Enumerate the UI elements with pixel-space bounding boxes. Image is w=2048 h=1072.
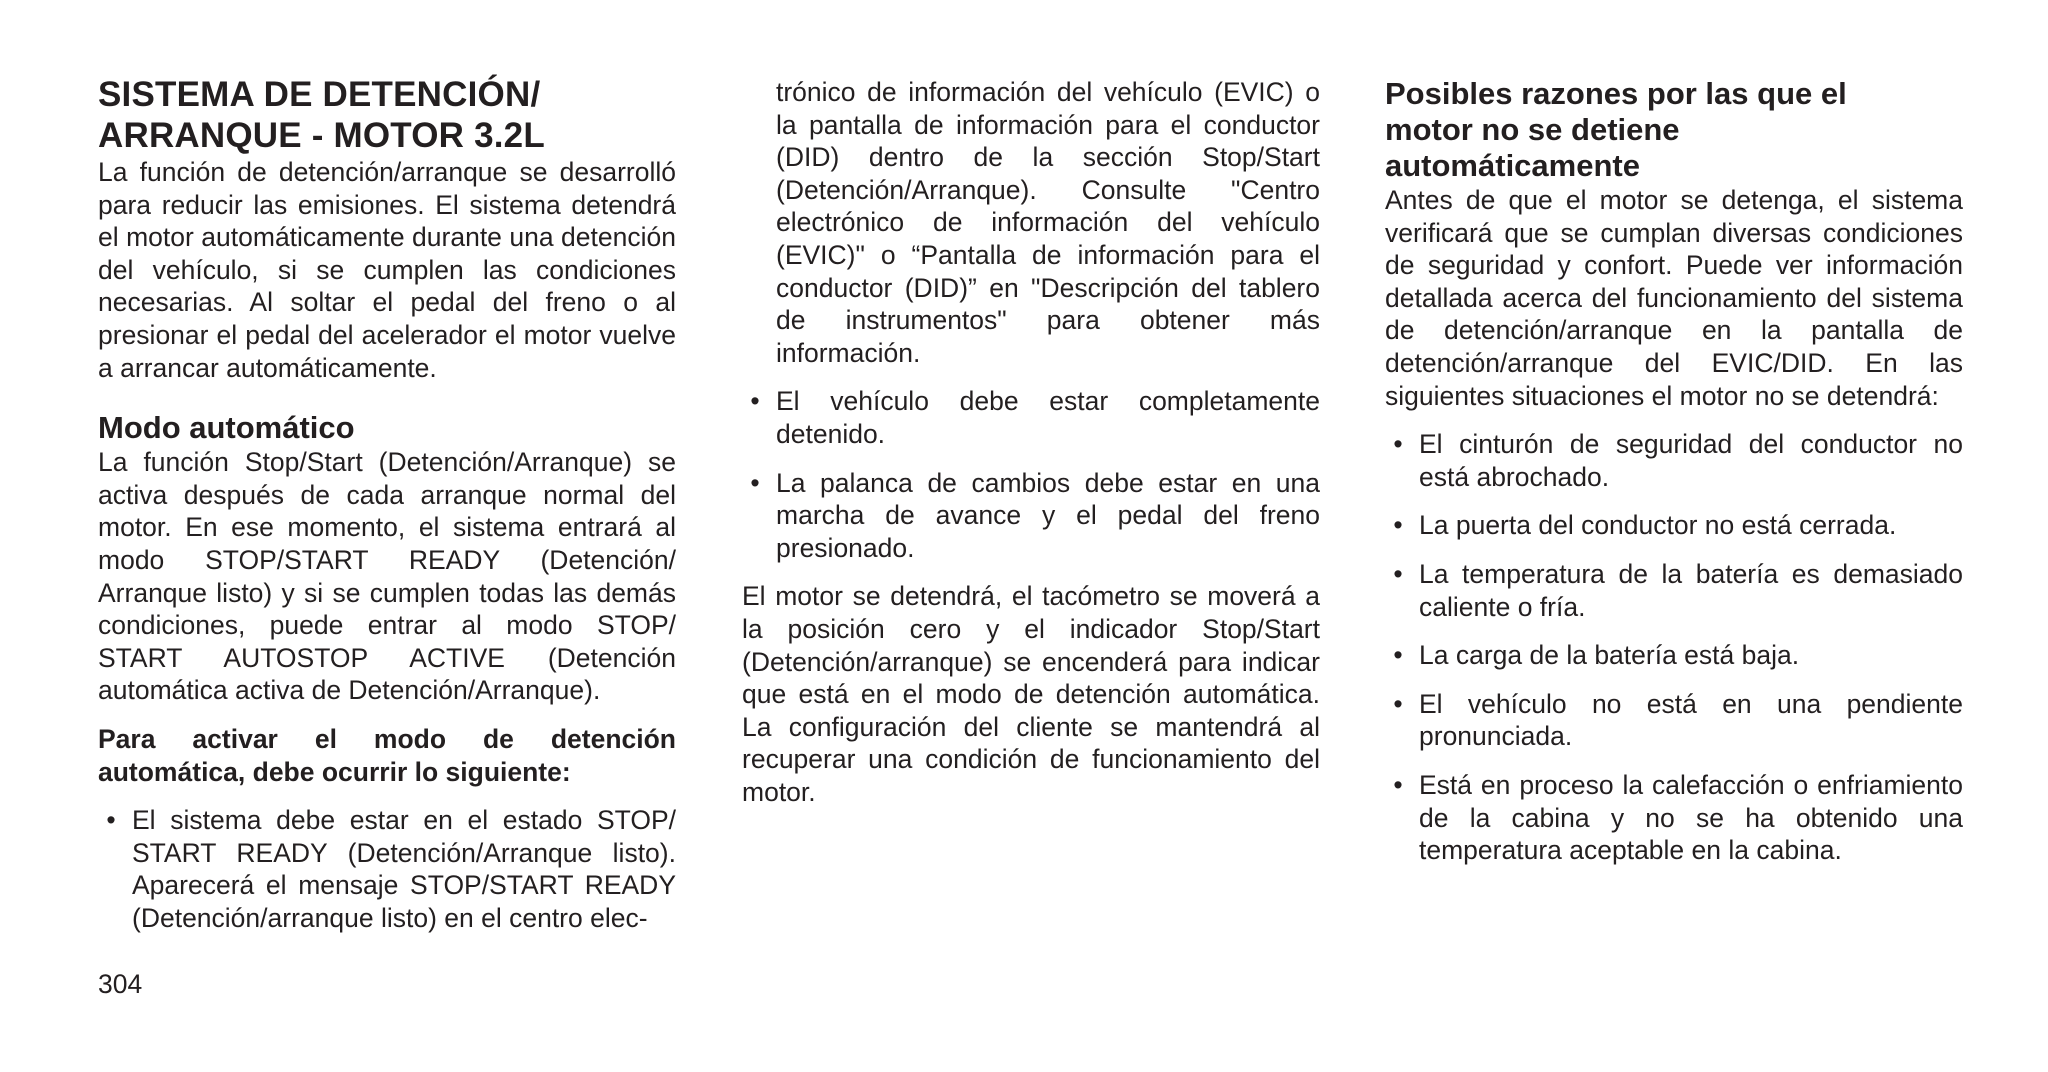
list-item-text: El vehículo debe estar completamente detenido.: [776, 386, 1320, 449]
column-right: [1385, 76, 1963, 867]
bullet-icon: •: [750, 467, 760, 498]
column-middle: [742, 76, 1320, 808]
bullet-icon: •: [1393, 429, 1403, 460]
title-line-1: SISTEMA DE DETENCIÓN/: [98, 75, 541, 114]
intro-paragraph: La función de detención/arranque se desarrolló para reducir las emisiones. El sistema detendrá el motor automáticamente durante una detención del vehículo, si se cumplen las condiciones necesarias. Al soltar el pedal del freno o al presionar el pedal del acelerador el motor vuelve a arrancar automáticamente.: [98, 157, 676, 383]
page-number: 304: [98, 969, 143, 999]
heading-line-1: Posibles razones por las que el: [1385, 76, 1847, 111]
list-item-text: La palanca de cambios debe estar en una marcha de avance y el pedal del freno presionado.: [776, 467, 1320, 563]
title-line-2: ARRANQUE - MOTOR 3.2L: [98, 116, 545, 155]
reasons-paragraph: Antes de que el motor se detenga, el sistema verificará que se cumplan diversas condiciones de seguridad y confort. Puede ver información detallada acerca del funcionamiento del sistema de detención/arranque en la pantalla de detención/arranque del EVIC/DID. En las siguientes situaciones el motor no se detendrá:: [1385, 185, 1963, 411]
list-item-text: Está en proceso la calefacción o enfriamiento de la cabina y no se ha obtenido una temperatura aceptable en la cabina.: [1419, 769, 1963, 866]
activation-list-continued: [742, 385, 1320, 564]
engine-stop-paragraph: El motor se detendrá, el tacómetro se moverá a la posición cero y el indicador Stop/Start (Detención/arranque) se encenderá para indicar que está en el modo de detención automática. La configuración del cliente se mantendrá al recuperar una condición de funcionamiento del motor.: [742, 581, 1320, 807]
bullet-icon: •: [1393, 769, 1403, 800]
automatic-mode-paragraph: La función Stop/Start (Detención/Arranque) se activa después de cada arranque normal del motor. En ese momento, el sistema entrará al modo STOP/START READY (Detención/ Arranque listo) y si se cumplen todas las demás condiciones, puede entrar al modo STOP/ START AUTOSTOP ACTIVE (Detención automática activa de Detención/Arranque).: [98, 447, 676, 706]
page-title: [98, 74, 676, 156]
list-item: [1385, 428, 1963, 493]
list-item-text: El vehículo no está en una pendiente pronunciada.: [1419, 688, 1963, 752]
list-item-text: El cinturón de seguridad del conductor no está abrochado.: [1419, 429, 1963, 492]
list-item: [98, 804, 676, 934]
heading-line-2: motor no se detiene: [1385, 112, 1680, 147]
list-item: [1385, 509, 1963, 542]
list-item-text: El sistema debe estar en el estado STOP/ START READY (Detención/Arranque listo). Aparecerá el mensaje STOP/START READY (Detención/arranque listo) en el centro elec-: [132, 805, 676, 933]
reasons-list: [1385, 428, 1963, 867]
section-heading-reasons: [1385, 76, 1963, 184]
bullet-icon: •: [1393, 558, 1403, 589]
section-heading-automatic-mode: Modo automático: [98, 410, 355, 446]
list-item-text: La carga de la batería está baja.: [1419, 640, 1800, 671]
column-left: [98, 74, 676, 934]
bullet-icon: •: [1393, 640, 1403, 671]
bullet-icon: •: [750, 386, 760, 417]
bullet-icon: •: [1393, 510, 1403, 541]
list-item-text: La puerta del conductor no está cerrada.: [1419, 510, 1897, 541]
list-item: [1385, 639, 1963, 672]
list-item: [1385, 769, 1963, 867]
list-item: [742, 385, 1320, 450]
heading-line-3: automáticamente: [1385, 148, 1640, 183]
activation-lead: Para activar el modo de detención automática, debe ocurrir lo siguiente:: [98, 723, 676, 787]
bullet-continuation: trónico de información del vehículo (EVIC) o la pantalla de información para el conductor (DID) dentro de la sección Stop/Start (Detención/Arranque). Consulte "Centro electrónico de información del vehículo (EVIC)" o “Pantalla de información para el conductor (DID)” en "Descripción del tablero de instrumentos" para obtener más información.: [776, 77, 1320, 368]
bullet-icon: •: [1393, 688, 1403, 719]
bullet-icon: •: [106, 805, 116, 836]
list-item: [742, 467, 1320, 565]
list-item: [1385, 558, 1963, 623]
list-item-text: La temperatura de la batería es demasiado caliente o fría.: [1419, 558, 1963, 622]
list-item: [1385, 688, 1963, 753]
activation-list: [98, 804, 676, 934]
